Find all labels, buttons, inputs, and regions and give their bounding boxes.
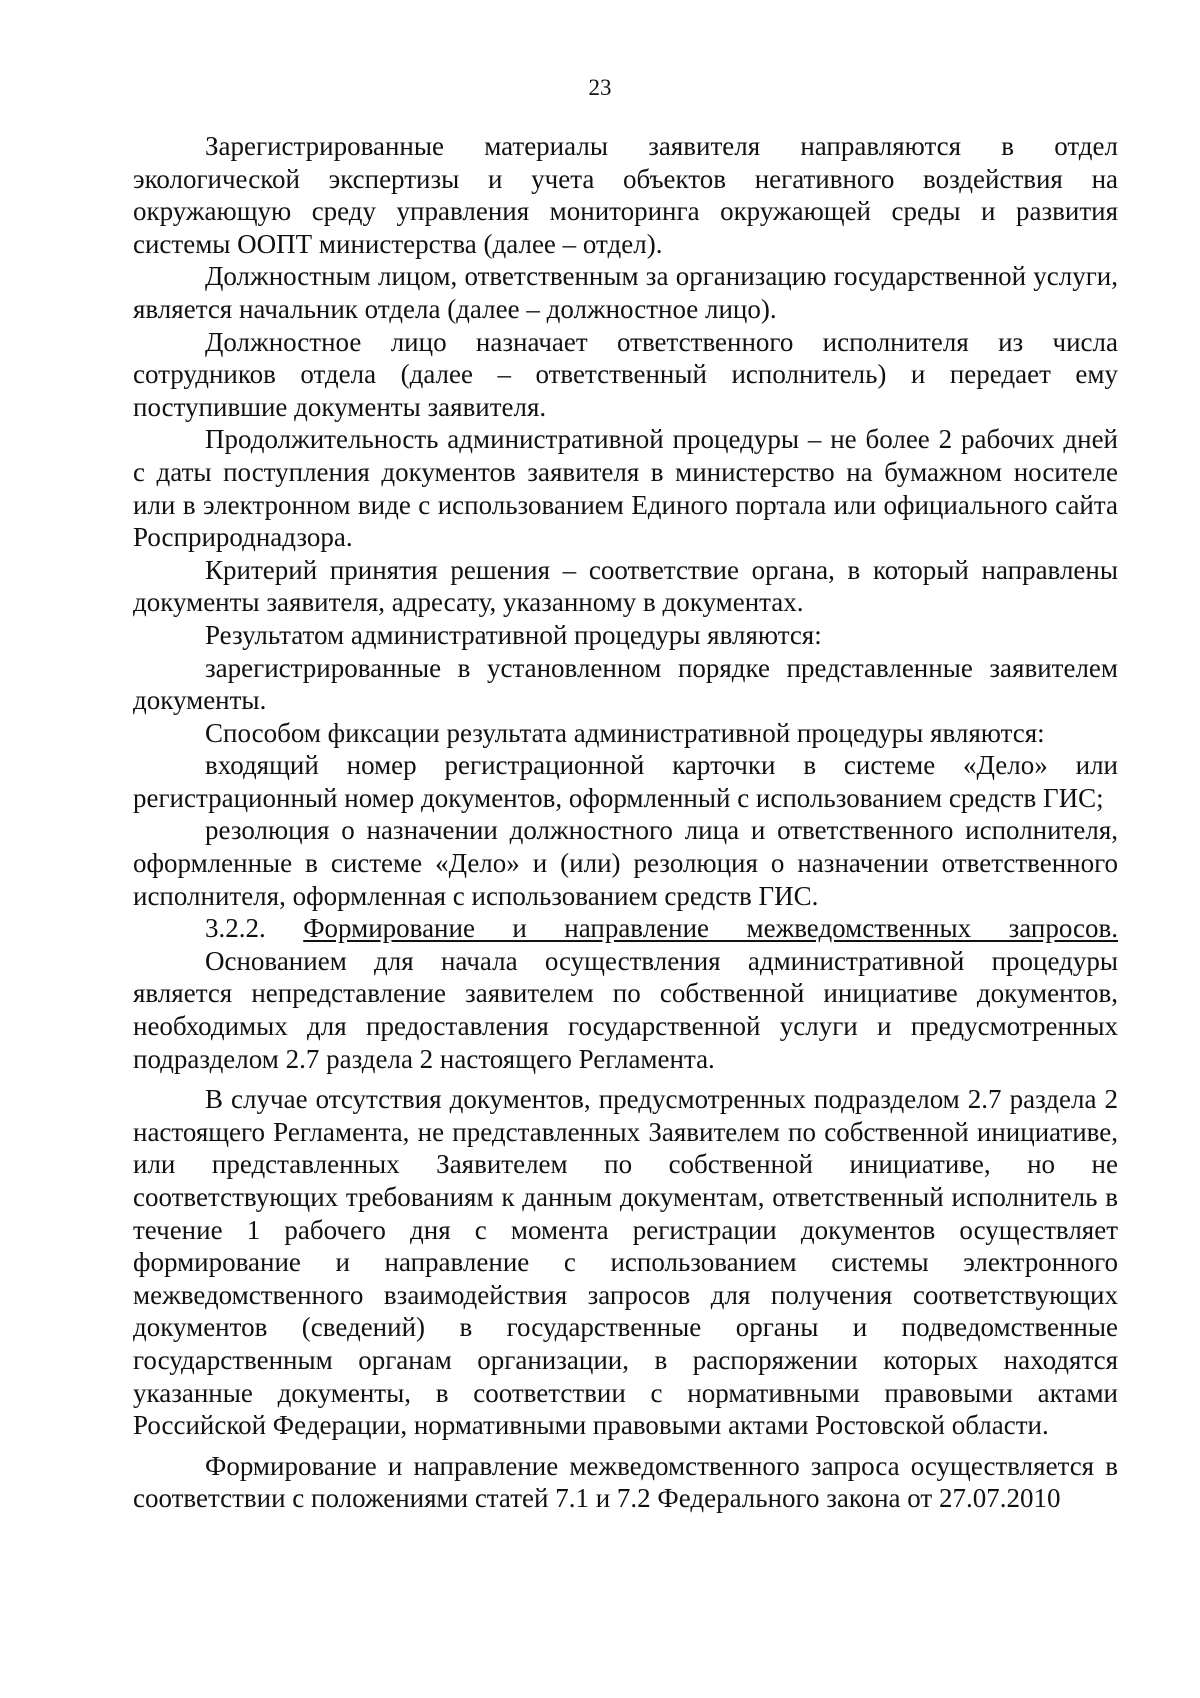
paragraph: зарегистрированные в установленном порядке представленные заявителем документы. — [133, 652, 1118, 716]
paragraph: Продолжительность административной процедуры – не более 2 рабочих дней с даты поступления документов заявителя в министерство на бумажном носителе или в электронном виде с использованием Единого портала или официального сайта Росприроднадзора. — [133, 424, 1118, 553]
paragraph: Основанием для начала осуществления административной процедуры является непредставление заявителем по собственной инициативе документов, необходимых для предоставления государственной услуги и предусмотренных подразделом 2.7 раздела 2 настоящего Регламента. — [133, 945, 1118, 1074]
page-number: 23 — [588, 75, 612, 100]
paragraph: Формирование и направление межведомственного запроса осуществляется в соответствии с положениями статей 7.1 и 7.2 Федерального закона от 27.07.2010 — [133, 1450, 1118, 1514]
paragraph: Зарегистрированные материалы заявителя направляются в отдел экологической экспертизы и учета объектов негативного воздействия на окружающую среду управления мониторинга окружающей среды и развития системы ООПТ министерства (далее – отдел). — [133, 131, 1118, 259]
section-number: 3.2.2. — [205, 913, 266, 944]
document-body — [133, 130, 1118, 1515]
paragraph: резолюция о назначении должностного лица и ответственного исполнителя, оформленные в системе «Дело» и (или) резолюция о назначении ответственного исполнителя, оформленная с использованием средств ГИС. — [133, 815, 1118, 911]
paragraph: Способом фиксации результата административной процедуры являются: — [205, 717, 1045, 748]
paragraph: В случае отсутствия документов, предусмотренных подразделом 2.7 раздела 2 настоящего Регламента, не представленных Заявителем по собственной инициативе, или представленных Заявителем по собственной инициативе, но не соответствующих требованиям к данным документам, ответственный исполнитель в течение 1 рабочего дня с момента регистрации документов осуществляет формирование и направление с использованием системы электронного межведомственного взаимодействия запросов для получения соответствующих документов (сведений) в государственные органы и подведомственные государственным органам организации, в распоряжении которых находятся указанные документы, в соответствии с нормативными правовыми актами Российской Федерации, нормативными правовыми актами Ростовской области. — [133, 1084, 1118, 1441]
paragraph: Критерий принятия решения – соответствие органа, в который направлены документы заявителя, адресату, указанному в документах. — [133, 554, 1118, 618]
paragraph: Результатом административной процедуры являются: — [205, 619, 822, 650]
section-title: Формирование и направление межведомственных запросов. — [303, 913, 1118, 944]
paragraph: Должностное лицо назначает ответственного исполнителя из числа сотрудников отдела (далее – ответственный исполнитель) и передает ему поступившие документы заявителя. — [133, 326, 1118, 422]
paragraph: входящий номер регистрационной карточки в системе «Дело» или регистрационный номер документов, оформленный с использованием средств ГИС; — [133, 750, 1118, 813]
paragraph: Должностным лицом, ответственным за организацию государственной услуги, является начальник отдела (далее – должностное лицо). — [133, 261, 1118, 324]
section-heading — [133, 912, 1118, 945]
